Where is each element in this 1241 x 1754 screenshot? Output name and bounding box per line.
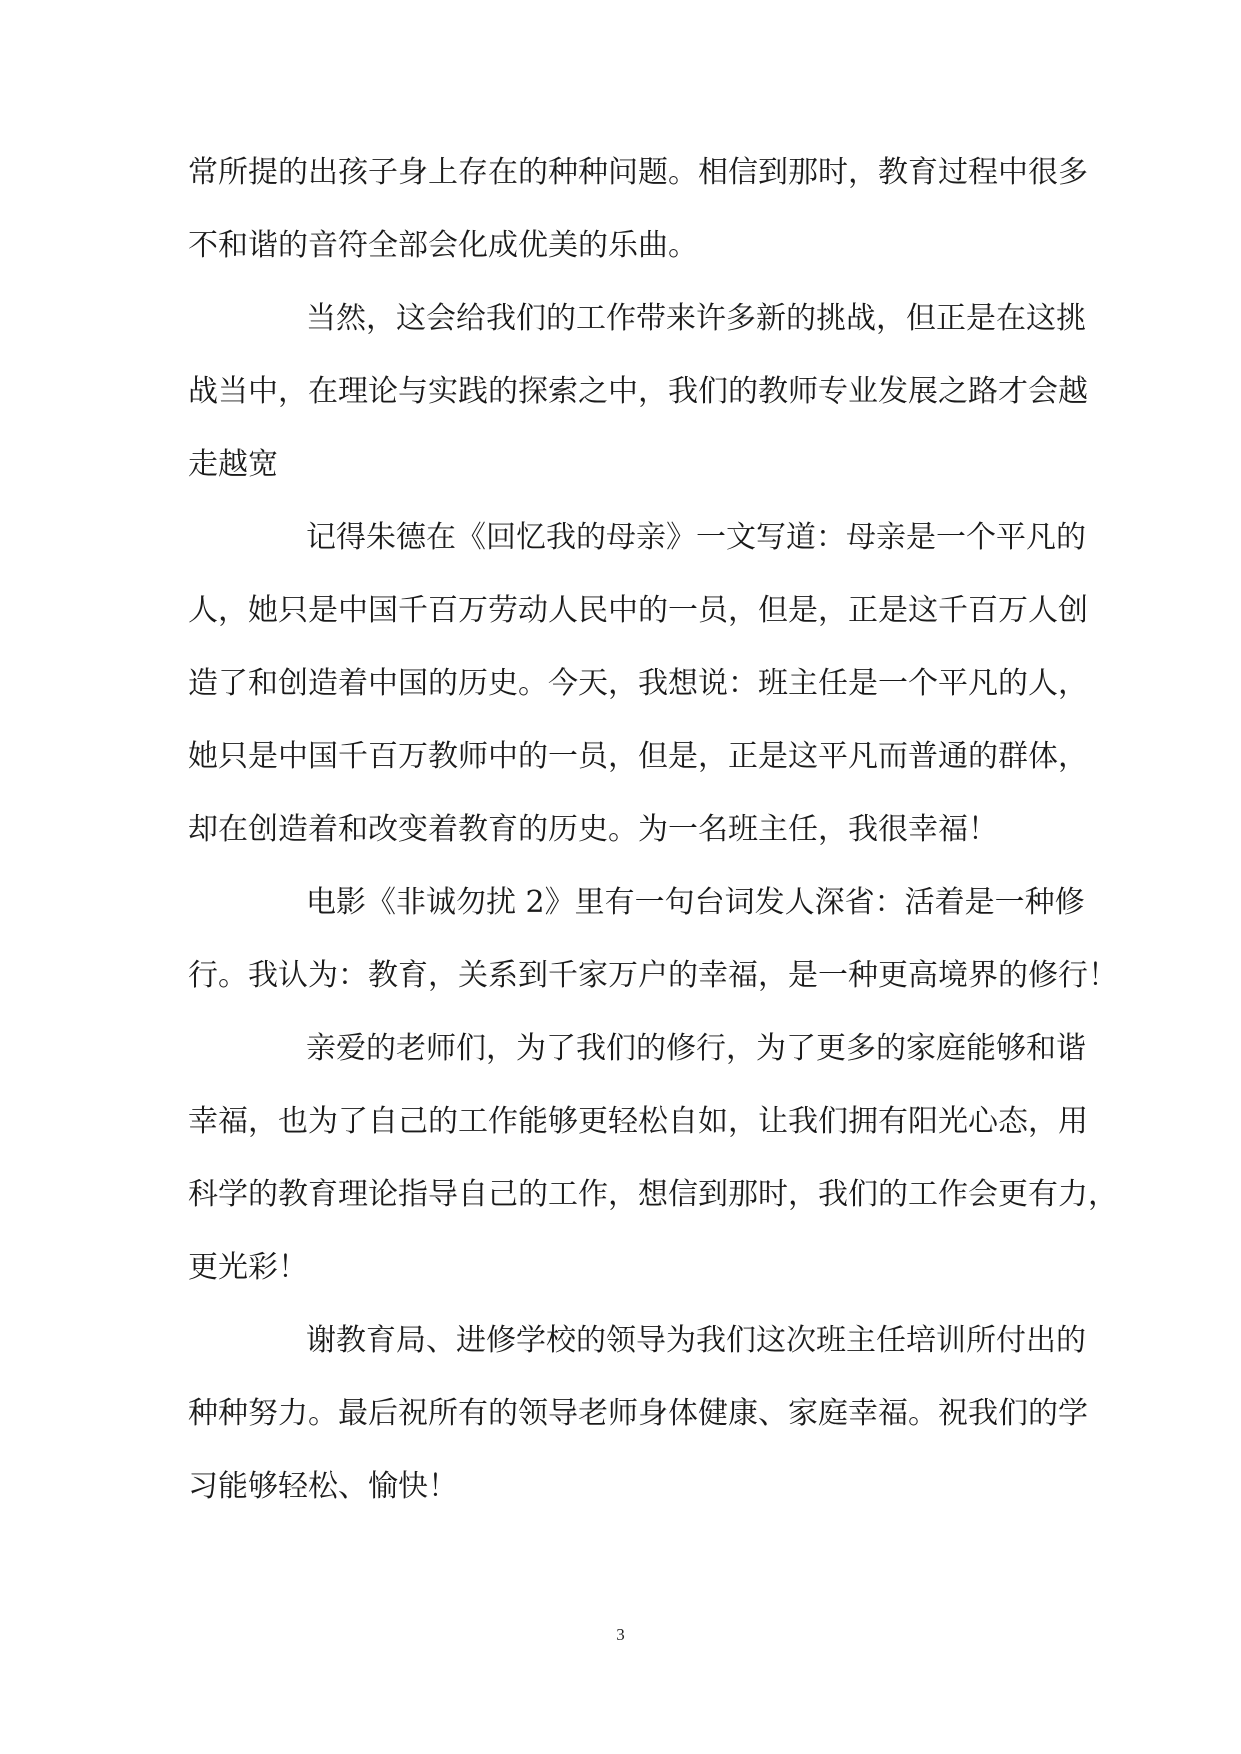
paragraph-line: 亲爱的老师们，为了我们的修行，为了更多的家庭能够和谐 — [306, 1031, 1086, 1066]
paragraph-line: 记得朱德在《回忆我的母亲》一文写道：母亲是一个平凡的 — [306, 520, 1086, 555]
paragraph-line: 人，她只是中国千百万劳动人民中的一员，但是，正是这千百万人创 — [188, 593, 1088, 628]
paragraph-line: 科学的教育理论指导自己的工作，想信到那时，我们的工作会更有力， — [188, 1177, 1118, 1212]
paragraph-line: 战当中，在理论与实践的探索之中，我们的教师专业发展之路才会越 — [188, 374, 1088, 409]
document-body — [188, 136, 1118, 1523]
paragraph-line: 习能够轻松、愉快！ — [188, 1469, 458, 1504]
paragraph-line: 当然，这会给我们的工作带来许多新的挑战，但正是在这挑 — [306, 301, 1086, 336]
paragraph-line: 幸福，也为了自己的工作能够更轻松自如，让我们拥有阳光心态，用 — [188, 1104, 1088, 1139]
paragraph-line: 却在创造着和改变着教育的历史。为一名班主任，我很幸福！ — [188, 812, 998, 847]
paragraph-line: 她只是中国千百万教师中的一员，但是，正是这平凡而普通的群体， — [188, 739, 1088, 774]
paragraph-line: 电影《非诚勿扰 2》里有一句台词发人深省：活着是一种修 — [306, 885, 1085, 920]
paragraph-line: 常所提的出孩子身上存在的种种问题。相信到那时，教育过程中很多 — [188, 155, 1088, 190]
paragraph-line: 谢教育局、进修学校的领导为我们这次班主任培训所付出的 — [306, 1323, 1086, 1358]
paragraph-line: 走越宽 — [188, 447, 278, 482]
paragraph-line: 造了和创造着中国的历史。今天，我想说：班主任是一个平凡的人， — [188, 666, 1088, 701]
paragraph-line: 更光彩！ — [188, 1250, 308, 1285]
paragraph-line: 不和谐的音符全部会化成优美的乐曲。 — [188, 228, 698, 263]
paragraph-line: 种种努力。最后祝所有的领导老师身体健康、家庭幸福。祝我们的学 — [188, 1396, 1088, 1431]
page-number: 3 — [616, 1625, 625, 1644]
paragraph-line: 行。我认为：教育，关系到千家万户的幸福，是一种更高境界的修行！ — [188, 958, 1118, 993]
